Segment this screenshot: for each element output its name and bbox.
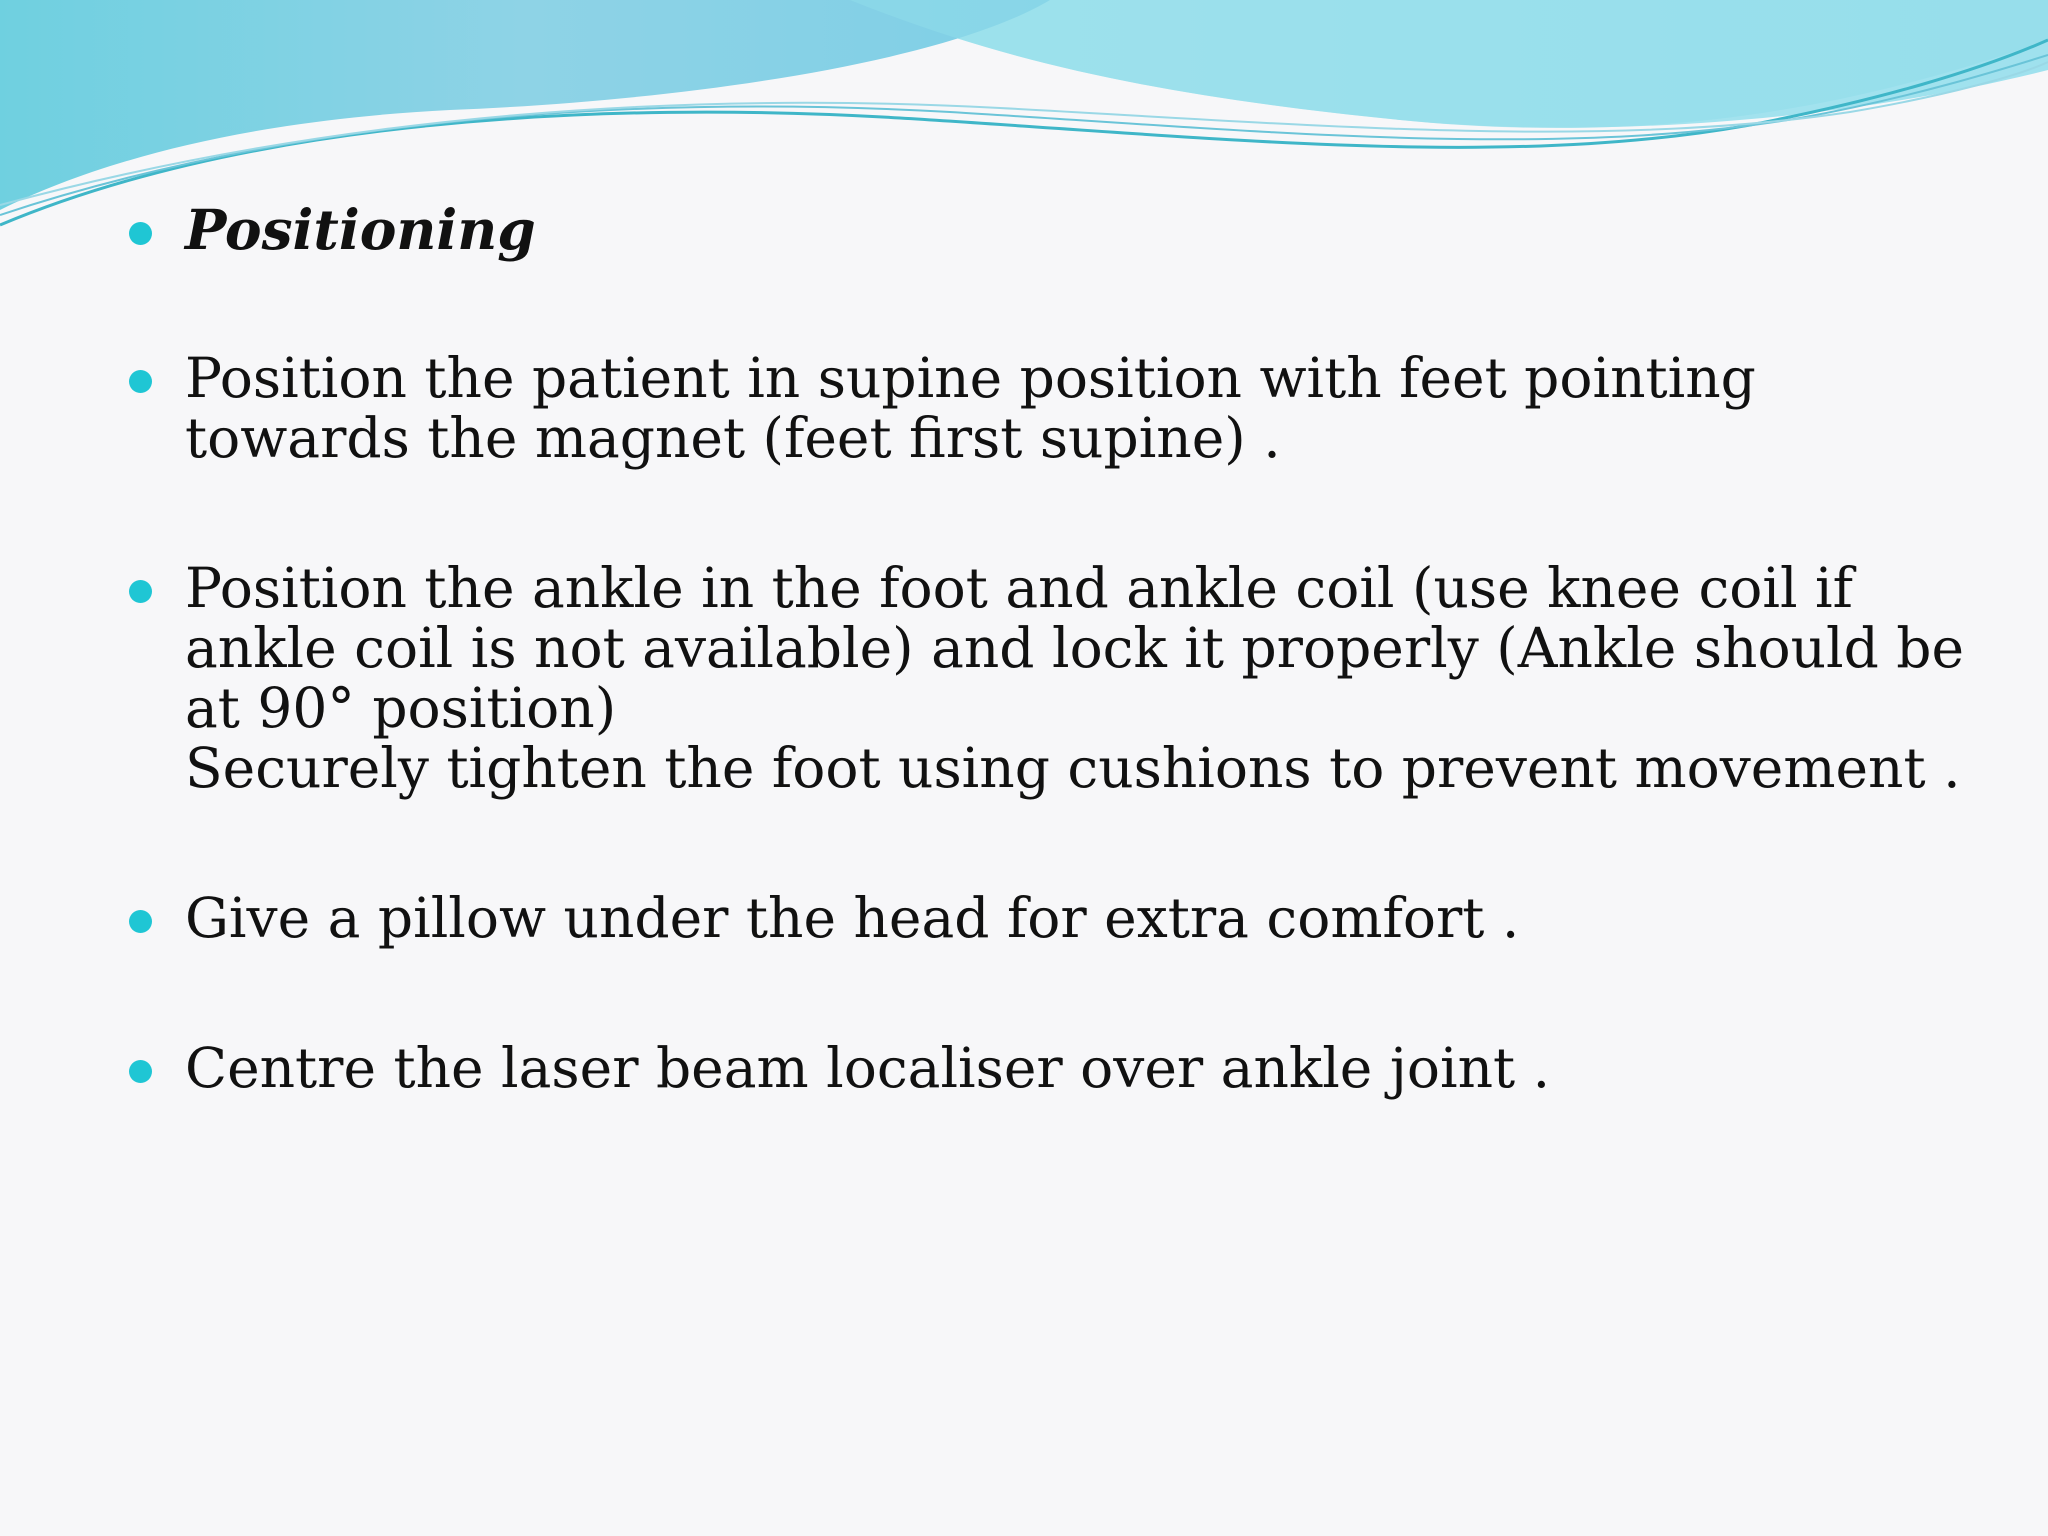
bullet-item [125, 558, 1985, 798]
bullet-line: Position the ankle in the foot and ankle coil (use knee coil if [185, 556, 1853, 620]
bullet-line: Give a pillow under the head for extra comfort . [185, 886, 1520, 950]
bullet-item [125, 888, 1985, 948]
bullet-line: Position the patient in supine position with feet pointing [185, 346, 1756, 410]
bullet-list [125, 197, 1985, 1188]
bullet-dot-icon [129, 222, 152, 245]
bullet-line: towards the magnet (feet first supine) . [185, 406, 1281, 470]
bullet-heading [125, 197, 1985, 262]
bullet-dot-icon [129, 910, 152, 933]
bullet-dot-icon [129, 580, 152, 603]
bullet-heading-text: Positioning [185, 197, 536, 262]
bullet-dot-icon [129, 1060, 152, 1083]
bullet-item [125, 1038, 1985, 1098]
bullet-line: at 90° position) [185, 676, 617, 740]
bullet-dot-icon [129, 370, 152, 393]
bullet-line: Securely tighten the foot using cushions to prevent movement . [185, 736, 1961, 800]
bullet-line: ankle coil is not available) and lock it properly (Ankle should be [185, 616, 1965, 680]
bullet-item [125, 348, 1985, 468]
bullet-line: Centre the laser beam localiser over ankle joint . [185, 1036, 1551, 1100]
